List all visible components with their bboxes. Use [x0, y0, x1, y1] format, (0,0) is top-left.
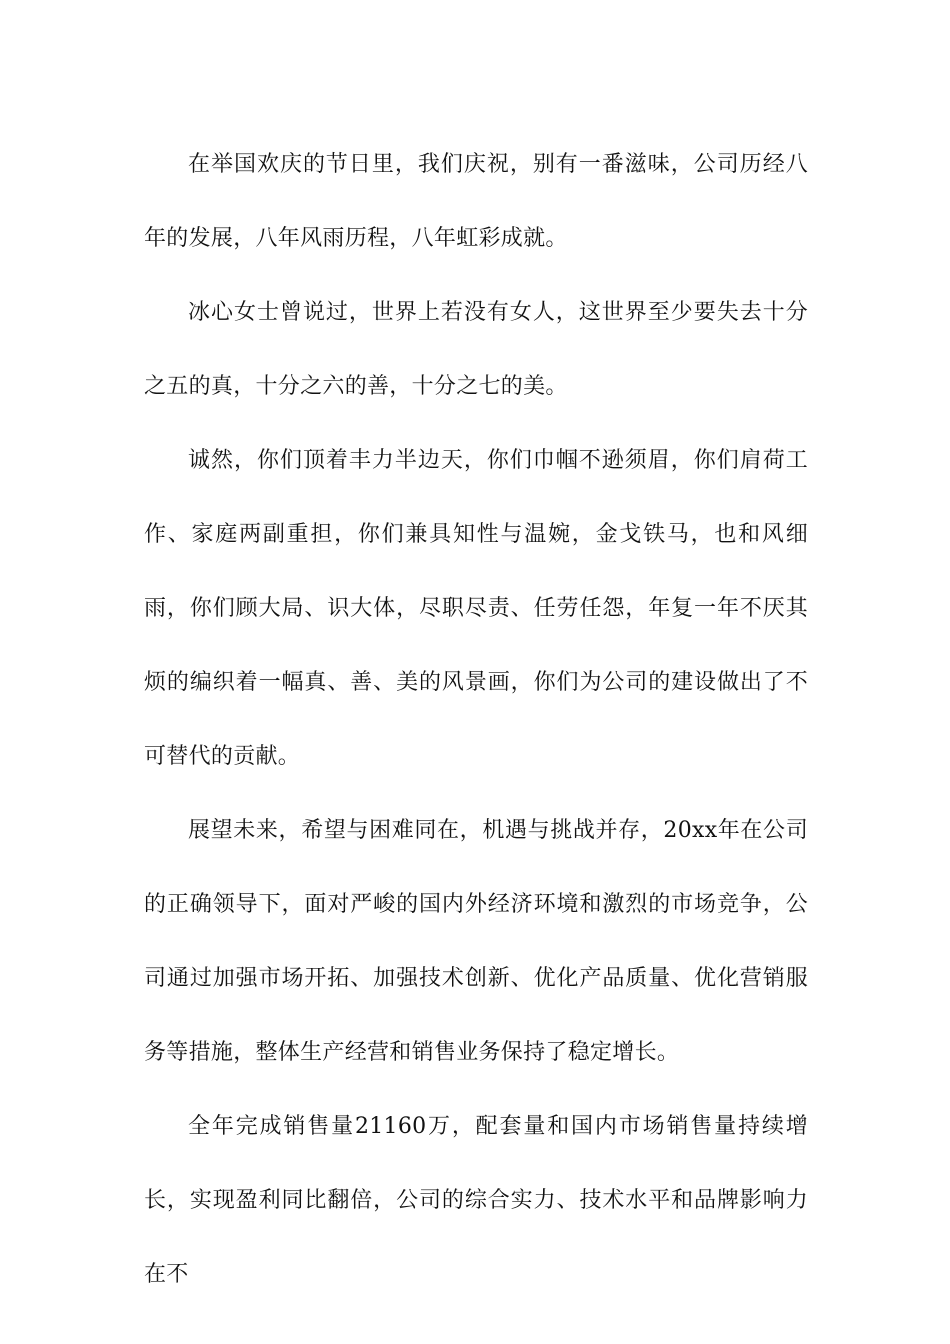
paragraph-2: 冰心女士曾说过，世界上若没有女人，这世界至少要失去十分之五的真，十分之六的善，十分之七的美。 [144, 300, 808, 399]
paragraph-5: 全年完成销售量21160万，配套量和国内市场销售量持续增长，实现盈利同比翻倍，公司的综合实力、技术水平和品牌影响力在不 [144, 1114, 808, 1287]
document-body [144, 128, 808, 1312]
paragraph-4: 展望未来，希望与困难同在，机遇与挑战并存，20xx年在公司的正确领导下，面对严峻的国内外经济环境和激烈的市场竞争，公司通过加强市场开拓、加强技术创新、优化产品质量、优化营销服务等措施，整体生产经营和销售业务保持了稳定增长。 [144, 818, 808, 1065]
paragraph-3: 诚然，你们顶着丰力半边天，你们巾帼不逊须眉，你们肩荷工作、家庭两副重担，你们兼具知性与温婉，金戈铁马，也和风细雨，你们顾大局、识大体，尽职尽责、任劳任怨，年复一年不厌其烦的编织着一幅真、善、美的风景画，你们为公司的建设做出了不可替代的贡献。 [144, 448, 808, 769]
paragraph-1: 在举国欢庆的节日里，我们庆祝，别有一番滋味，公司历经八年的发展，八年风雨历程，八年虹彩成就。 [144, 152, 808, 251]
